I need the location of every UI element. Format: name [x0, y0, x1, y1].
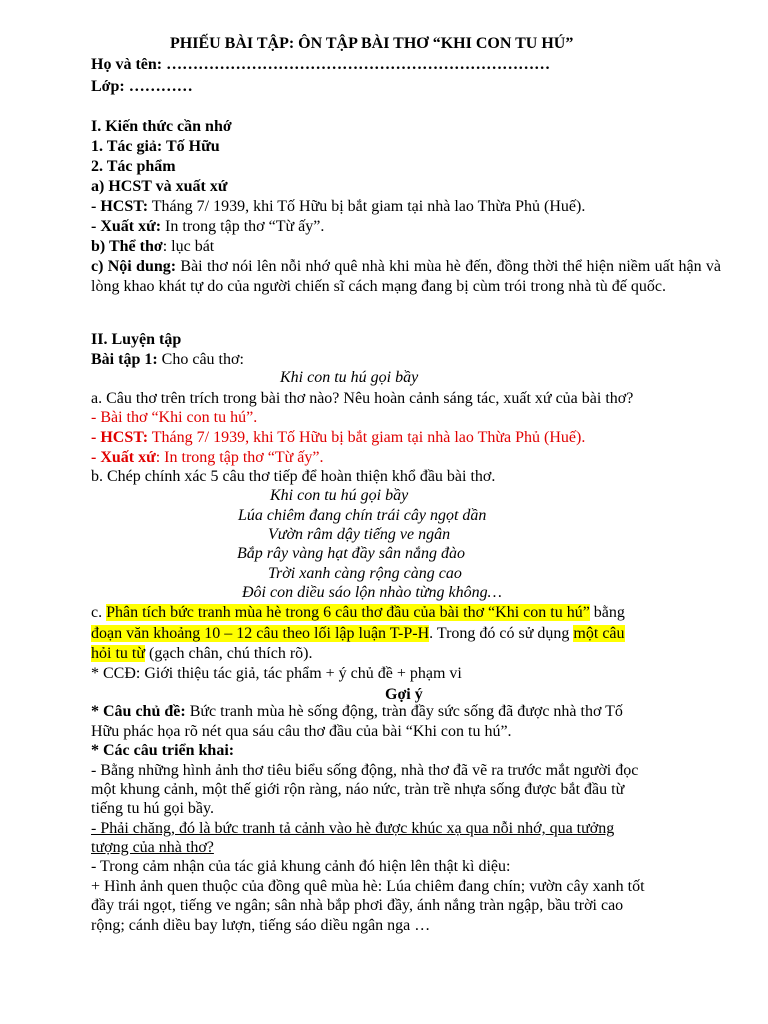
xuatxu-label: - Xuất xứ:	[91, 218, 162, 235]
answer-poem-title: - Bài thơ “Khi con tu hú”.	[91, 409, 258, 426]
class-line	[91, 77, 193, 97]
question-c-highlight-2: đoạn văn khoảng 10 – 12 câu theo lối lập luận T-P-H	[91, 625, 430, 642]
xuatxu-text: In trong tập thơ “Từ ấy”.	[161, 218, 325, 235]
answer-hcst-text: Tháng 7/ 1939, khi Tố Hữu bị bắt giam tại nhà lao Thừa Phủ (Huế).	[148, 429, 586, 446]
paragraph-3-line: - Trong cảm nhận của tác giả khung cảnh đó hiện lên thật kì diệu:	[91, 858, 511, 875]
question-c-highlight-1: Phân tích bức tranh mùa hè trong 6 câu thơ đầu của bài thơ “Khi con tu hú”	[106, 604, 590, 621]
hcst-text: Tháng 7/ 1939, khi Tố Hữu bị bắt giam tại nhà lao Thừa Phủ (Huế).	[148, 198, 586, 215]
author-heading: 1. Tác giả: Tố Hữu	[91, 138, 220, 155]
paragraph-1-line: tiếng tu hú gọi bầy.	[91, 800, 214, 817]
topic-sentence-line-2: Hữu phác họa rõ nét qua sáu câu thơ đầu của bài “Khi con tu hú”.	[91, 723, 512, 740]
question-c-text-2: . Trong đó có sử dụng	[429, 625, 574, 642]
paragraph-4-line: rộng; cánh diều bay lượn, tiếng sáo diều ngân nga …	[91, 917, 431, 934]
question-c-prefix: c.	[91, 604, 107, 621]
question-c-line-3	[91, 644, 313, 664]
poem-line: Đôi con diều sáo lộn nhào từng không…	[242, 584, 502, 601]
poem-line: Khi con tu hú gọi bầy	[270, 487, 409, 504]
hcst-line	[91, 197, 585, 217]
exercise-1-label: Bài tập 1:	[91, 351, 158, 368]
answer-xuatxu-text: : In trong tập thơ “Từ ấy”.	[155, 449, 324, 466]
question-c-highlight-3: một câu	[573, 625, 625, 642]
question-c-text-1: bằng	[589, 604, 625, 621]
question-b: b. Chép chính xác 5 câu thơ tiếp để hoàn thiện khổ đầu bài thơ.	[91, 468, 496, 485]
rhetorical-question-line: - Phải chăng, đó là bức tranh tả cảnh vào hè được khúc xạ qua nỗi nhớ, qua tưởng	[91, 820, 615, 837]
exercise-1-text: Cho câu thơ:	[157, 351, 244, 368]
answer-xuatxu	[91, 448, 323, 468]
topic-sentence-text-1: Bức tranh mùa hè sống động, tràn đầy sức sống đã được nhà thơ Tố	[185, 703, 623, 720]
answer-hcst-label: - HCST:	[91, 429, 149, 446]
exercise-1-line	[91, 350, 244, 370]
question-a: a. Câu thơ trên trích trong bài thơ nào? Nêu hoàn cảnh sáng tác, xuất xứ của bài thơ?	[91, 390, 634, 407]
section-2-heading: II. Luyện tập	[91, 331, 182, 348]
paragraph-1-line: một khung cảnh, một thế giới rộn ràng, náo nức, tràn trề nhựa sống được bắt đầu từ	[91, 781, 625, 798]
theloai-label: b) Thể thơ	[91, 238, 163, 255]
class-dots: …………	[128, 78, 193, 95]
question-c-text-3: (gạch chân, chú thích rõ).	[145, 645, 313, 662]
poem-line: Vườn râm dậy tiếng ve ngân	[268, 526, 451, 543]
quoted-verse: Khi con tu hú gọi bầy	[280, 369, 419, 386]
noidung-text: Bài thơ nói lên nỗi nhớ quê nhà khi mùa hè đến, đồng thời thể hiện niềm uất hận và lòng khao khát tự do của người chiến sĩ cách mạng đang bị cùm trói trong nhà tù đế quốc.	[91, 258, 722, 295]
section-1-heading: I. Kiến thức cần nhớ	[91, 118, 232, 135]
name-line	[91, 55, 550, 75]
paragraph-4-line: + Hình ảnh quen thuộc của đồng quê mùa hè: Lúa chiêm đang chín; vườn cây xanh tốt	[91, 878, 645, 895]
theloai-text: : lục bát	[162, 238, 215, 255]
noidung-paragraph	[91, 257, 721, 297]
worksheet-title: PHIẾU BÀI TẬP: ÔN TẬP BÀI THƠ “KHI CON TU HÚ”	[170, 35, 574, 52]
ccd-line: * CCĐ: Giới thiệu tác giả, tác phẩm + ý chủ đề + phạm vi	[91, 665, 462, 682]
question-c-line-2	[91, 624, 625, 644]
paragraph-1-line: - Bằng những hình ảnh thơ tiêu biểu sống động, nhà thơ đã vẽ ra trước mắt người đọc	[91, 762, 639, 779]
hcst-xuatxu-heading: a) HCST và xuất xứ	[91, 178, 228, 195]
answer-hcst	[91, 428, 585, 448]
hint-heading: Gợi ý	[385, 686, 423, 703]
work-heading: 2. Tác phẩm	[91, 158, 176, 175]
theloai-line	[91, 237, 214, 257]
topic-sentence-line-1	[91, 702, 623, 722]
poem-line: Lúa chiêm đang chín trái cây ngọt dần	[238, 507, 487, 524]
question-c-highlight-4: hỏi tu từ	[91, 645, 146, 662]
topic-sentence-label: * Câu chủ đề:	[91, 703, 186, 720]
class-label: Lớp:	[91, 78, 125, 95]
supporting-sentences-heading: * Các câu triển khai:	[91, 742, 235, 759]
poem-line: Bắp rây vàng hạt đầy sân nắng đào	[237, 545, 465, 562]
xuatxu-line	[91, 217, 324, 237]
name-label: Họ và tên:	[91, 56, 163, 73]
poem-line: Trời xanh càng rộng càng cao	[268, 565, 462, 582]
noidung-label: c) Nội dung:	[91, 258, 177, 275]
rhetorical-question-line: tượng của nhà thơ?	[91, 839, 214, 856]
paragraph-4-line: đầy trái ngọt, tiếng ve ngân; sân nhà bắp phơi đầy, ánh nắng tràn ngập, bầu trời cao	[91, 897, 624, 914]
name-dots: ………………………………………………………………	[166, 56, 551, 73]
hcst-label: - HCST:	[91, 198, 149, 215]
answer-xuatxu-label: - Xuất xứ	[91, 449, 156, 466]
question-c-line-1	[91, 603, 625, 623]
